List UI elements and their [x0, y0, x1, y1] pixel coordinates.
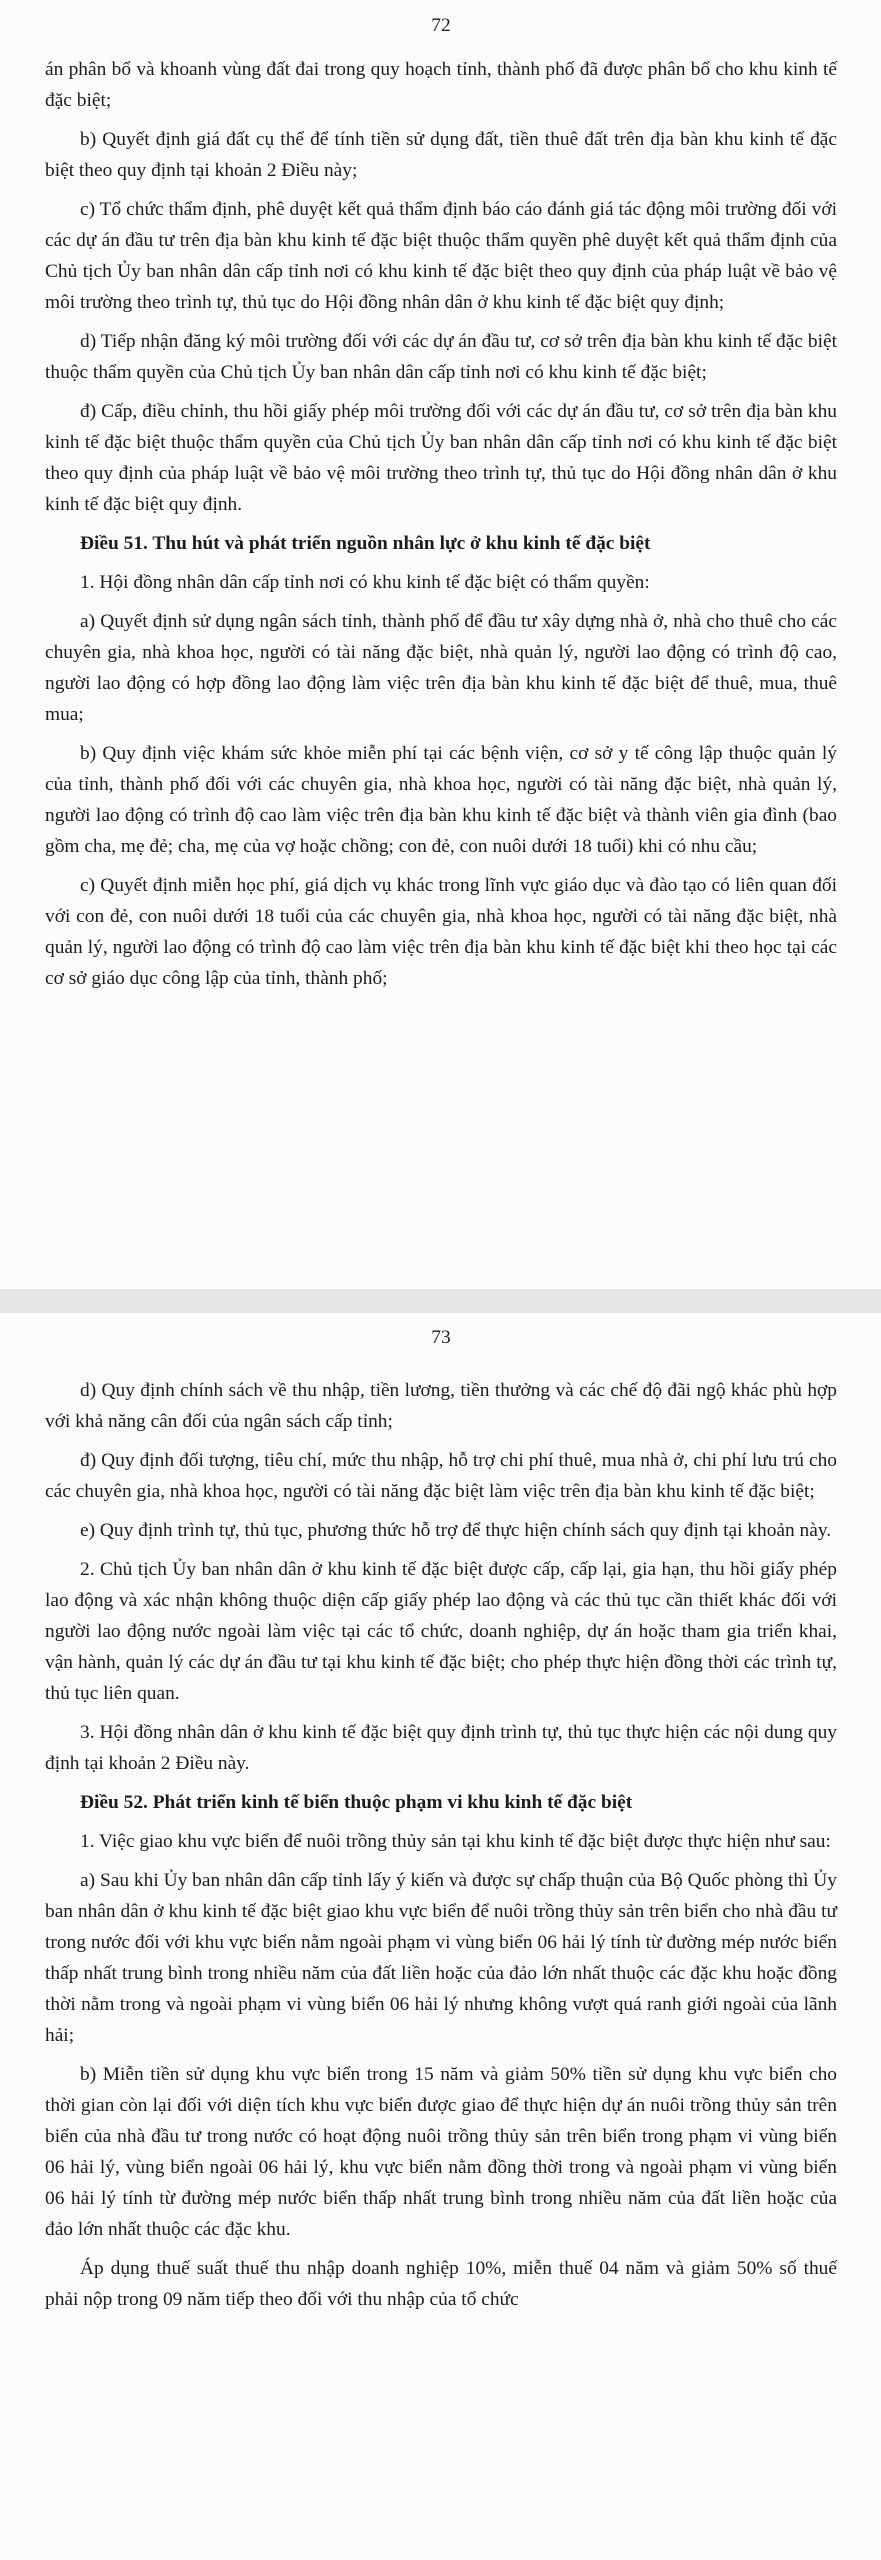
- paragraph: đ) Cấp, điều chỉnh, thu hồi giấy phép môi trường đối với các dự án đầu tư, cơ sở trên địa bàn khu kinh tế đặc biệt thuộc thẩm quyền của Chủ tịch Ủy ban nhân dân cấp tỉnh nơi có khu kinh tế đặc biệt theo quy định của pháp luật về bảo vệ môi trường theo trình tự, thủ tục do Hội đồng nhân dân ở khu kinh tế đặc biệt quy định.: [45, 401, 837, 515]
- page-number: 73: [431, 1327, 451, 1348]
- paragraph: Áp dụng thuế suất thuế thu nhập doanh nghiệp 10%, miễn thuế 04 năm và giảm 50% số thuế phải nộp trong 09 năm tiếp theo đối với thu nhập của tổ chức: [45, 2258, 837, 2310]
- page-content: [45, 54, 837, 994]
- paragraph: 3. Hội đồng nhân dân ở khu kinh tế đặc biệt quy định trình tự, thủ tục thực hiện các nội dung quy định tại khoản 2 Điều này.: [45, 1722, 837, 1774]
- paragraph: b) Miễn tiền sử dụng khu vực biển trong 15 năm và giảm 50% tiền sử dụng khu vực biển cho thời gian còn lại đối với diện tích khu vực biển được giao để thực hiện dự án nuôi trồng thủy sản trên biển của nhà đầu tư trong nước có hoạt động nuôi trồng thủy sản trên biển trong phạm vi vùng biển 06 hải lý, vùng biển ngoài 06 hải lý, khu vực biển nằm đồng thời trong và ngoài phạm vi vùng biển 06 hải lý tính từ đường mép nước biển thấp nhất trung bình trong nhiều năm của đất liền hoặc của đảo lớn nhất thuộc các đặc khu.: [45, 2064, 837, 2240]
- paragraph: 1. Hội đồng nhân dân cấp tỉnh nơi có khu kinh tế đặc biệt có thẩm quyền:: [80, 572, 650, 593]
- paragraph: đ) Quy định đối tượng, tiêu chí, mức thu nhập, hỗ trợ chi phí thuê, mua nhà ở, chi phí lưu trú cho các chuyên gia, nhà khoa học, người có tài năng đặc biệt làm việc trên địa bàn khu kinh tế đặc biệt;: [45, 1450, 837, 1502]
- paragraph: a) Quyết định sử dụng ngân sách tỉnh, thành phố để đầu tư xây dựng nhà ở, nhà cho thuê cho các chuyên gia, nhà khoa học, người có tài năng đặc biệt, nhà quản lý, người lao động có trình độ cao, người lao động có hợp đồng lao động làm việc trên địa bàn khu kinh tế đặc biệt để thuê, mua, thuê mua;: [45, 611, 837, 725]
- paragraph: e) Quy định trình tự, thủ tục, phương thức hỗ trợ để thực hiện chính sách quy định tại khoản này.: [80, 1520, 832, 1541]
- paragraph: a) Sau khi Ủy ban nhân dân cấp tỉnh lấy ý kiến và được sự chấp thuận của Bộ Quốc phòng thì Ủy ban nhân dân ở khu kinh tế đặc biệt giao khu vực biển để nuôi trồng thủy sản trên biển cho nhà đầu tư trong nước đối với khu vực biển nằm ngoài phạm vi vùng biển 06 hải lý tính từ đường mép nước biển thấp nhất trung bình trong nhiều năm của đất liền hoặc của đảo lớn nhất thuộc các đặc khu hoặc đồng thời nằm trong và ngoài phạm vi vùng biển 06 hải lý nhưng không vượt quá ranh giới ngoài của lãnh hải;: [45, 1870, 837, 2046]
- paragraph: án phân bổ và khoanh vùng đất đai trong quy hoạch tỉnh, thành phố đã được phân bổ cho khu kinh tế đặc biệt;: [45, 59, 837, 111]
- page-content: [45, 1375, 837, 2315]
- article-heading: Điều 52. Phát triển kinh tế biển thuộc phạm vi khu kinh tế đặc biệt: [80, 1792, 633, 1813]
- page-number: 72: [431, 15, 451, 36]
- paragraph: c) Quyết định miễn học phí, giá dịch vụ khác trong lĩnh vực giáo dục và đào tạo có liên quan đối với con đẻ, con nuôi dưới 18 tuổi của các chuyên gia, nhà khoa học, người có tài năng đặc biệt, nhà quản lý, người lao động có trình độ cao làm việc trên địa bàn khu kinh tế đặc biệt khi theo học tại các cơ sở giáo dục công lập của tỉnh, thành phố;: [45, 875, 837, 989]
- paragraph: b) Quy định việc khám sức khỏe miễn phí tại các bệnh viện, cơ sở y tế công lập thuộc quản lý của tỉnh, thành phố đối với các chuyên gia, nhà khoa học, người có tài năng đặc biệt, nhà quản lý, người lao động có trình độ cao làm việc trên địa bàn khu kinh tế đặc biệt và thành viên gia đình (bao gồm cha, mẹ đẻ; cha, mẹ của vợ hoặc chồng; con đẻ, con nuôi dưới 18 tuổi) khi có nhu cầu;: [45, 743, 837, 857]
- paragraph: 2. Chủ tịch Ủy ban nhân dân ở khu kinh tế đặc biệt được cấp, cấp lại, gia hạn, thu hồi giấy phép lao động và xác nhận không thuộc diện cấp giấy phép lao động và các thủ tục cần thiết khác đối với người lao động nước ngoài làm việc tại các tổ chức, doanh nghiệp, dự án hoặc tham gia triển khai, vận hành, quản lý các dự án đầu tư tại khu kinh tế đặc biệt; cho phép thực hiện đồng thời các trình tự, thủ tục liên quan.: [45, 1559, 837, 1704]
- document-page-73: [0, 1313, 881, 2560]
- paragraph: b) Quyết định giá đất cụ thể để tính tiền sử dụng đất, tiền thuê đất trên địa bàn khu kinh tế đặc biệt theo quy định tại khoản 2 Điều này;: [45, 129, 837, 181]
- paragraph: d) Quy định chính sách về thu nhập, tiền lương, tiền thưởng và các chế độ đãi ngộ khác phù hợp với khả năng cân đối của ngân sách cấp tỉnh;: [45, 1380, 837, 1432]
- paragraph: 1. Việc giao khu vực biển để nuôi trồng thủy sản tại khu kinh tế đặc biệt được thực hiện như sau:: [80, 1831, 831, 1852]
- paragraph: d) Tiếp nhận đăng ký môi trường đối với các dự án đầu tư, cơ sở trên địa bàn khu kinh tế đặc biệt thuộc thẩm quyền của Chủ tịch Ủy ban nhân dân cấp tỉnh nơi có khu kinh tế đặc biệt;: [45, 331, 837, 383]
- article-heading: Điều 51. Thu hút và phát triển nguồn nhân lực ở khu kinh tế đặc biệt: [80, 533, 651, 554]
- paragraph: c) Tổ chức thẩm định, phê duyệt kết quả thẩm định báo cáo đánh giá tác động môi trường đối với các dự án đầu tư trên địa bàn khu kinh tế đặc biệt thuộc thẩm quyền phê duyệt kết quả thẩm định của Chủ tịch Ủy ban nhân dân cấp tỉnh nơi có khu kinh tế đặc biệt theo quy định của pháp luật về bảo vệ môi trường theo trình tự, thủ tục do Hội đồng nhân dân ở khu kinh tế đặc biệt quy định;: [45, 199, 837, 313]
